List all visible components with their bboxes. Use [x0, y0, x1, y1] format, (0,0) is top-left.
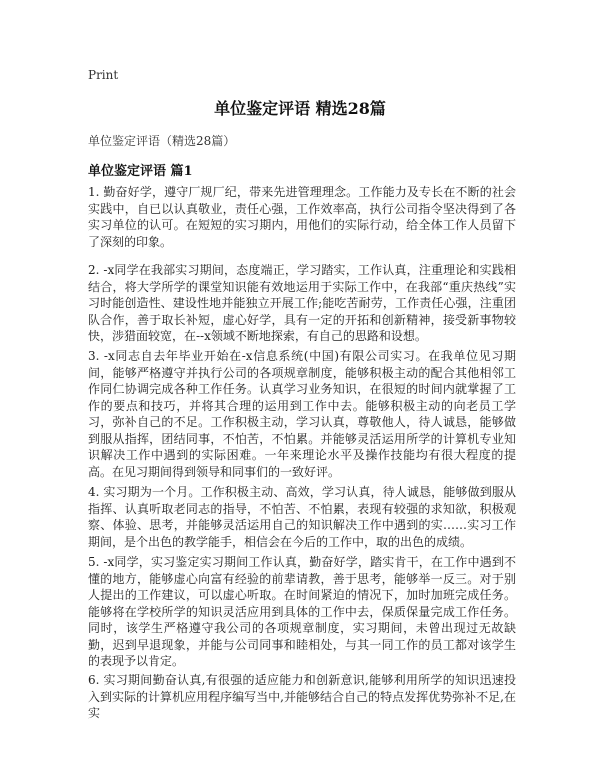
document-title: 单位鉴定评语 精选28篇: [214, 99, 386, 118]
paragraph: 1. 勤奋好学，遵守厂规厂纪，带来先进管理理念。工作能力及专长在不断的社会实践中，自已以认真敬业，责任心强，工作效率高，执行公司指令坚决得到了各实习单位的认可。在短短的实习期内，用他们的实际行动，给全体工作人员留下了深刻的印象。: [88, 185, 516, 249]
paragraph: 3. -x同志自去年毕业开始在-x信息系统(中国)有限公司实习。在我单位见习期间，能够严格遵守并执行公司的各项规章制度，能够积极主动的配合其他相邻工作同仁协调完成各种工作任务。认真学习业务知识，在很短的时间内就掌握了工作的要点和技巧，并将其合理的运用到工作中去。能够积极主动的向老员工学习，弥补自己的不足。工作积极主动，学习认真，尊敬他人，待人诚恳，能够做到服从指挥，团结同事，不怕苦，不怕累。并能够灵活运用所学的计算机专业知识解决工作中遇到的实际困难。一年来理论水平及操作技能均有很大程度的提高。在见习期间得到领导和同事们的一致好评。: [88, 349, 516, 479]
paragraph: 5. -x同学，实习鉴定实习期间工作认真，勤奋好学，踏实肯干，在工作中遇到不懂的地方，能够虚心向富有经验的前辈请教，善于思考，能够举一反三。对于别人提出的工作建议，可以虚心听取。在时间紧迫的情况下，加时加班完成任务。能够将在学校所学的知识灵活应用到具体的工作中去，保质保量完成工作任务。同时，该学生严格遵守我公司的各项规章制度，实习期间，未曾出现过无故缺勤，迟到早退现象，并能与公司同事和睦相处，与其一同工作的员工都对该学生的表现予以肯定。: [88, 555, 516, 668]
paragraph: 6. 实习期间勤奋认真,有很强的适应能力和创新意识,能够利用所学的知识迅速投入到实际的计算机应用程序编写当中,并能够结合自己的特点发挥优势弥补不足,在实: [88, 673, 516, 720]
paragraph: 2. -x同学在我部实习期间，态度端正，学习踏实，工作认真，注重理论和实践相结合，将大学所学的课堂知识能有效地运用于实际工作中，在我部“重庆热线”实习时能创造性、建设性地并能独立开展工作;能吃苦耐劳，工作责任心强，注重团队合作，善于取长补短，虚心好学，具有一定的开拓和创新精神，接受新事物较快，涉猎面较宽，在--x领域不断地探索，有自己的思路和设想。: [88, 263, 516, 343]
section-heading: 单位鉴定评语 篇1: [88, 164, 193, 179]
document-subtitle: 单位鉴定评语（精选28篇）: [88, 134, 236, 148]
paragraph: 4. 实习期为一个月。工作积极主动、高效，学习认真，待人诚恳，能够做到服从指挥、认真听取老同志的指导，不怕苦、不怕累，表现有较强的求知欲，积极观察、体验、思考，并能够灵活运用自己的知识解决工作中遇到的实……实习工作期间，是个出色的教学能手，相信会在今后的工作中，取的出色的成绩。: [88, 485, 516, 549]
print-link[interactable]: Print: [88, 68, 119, 82]
